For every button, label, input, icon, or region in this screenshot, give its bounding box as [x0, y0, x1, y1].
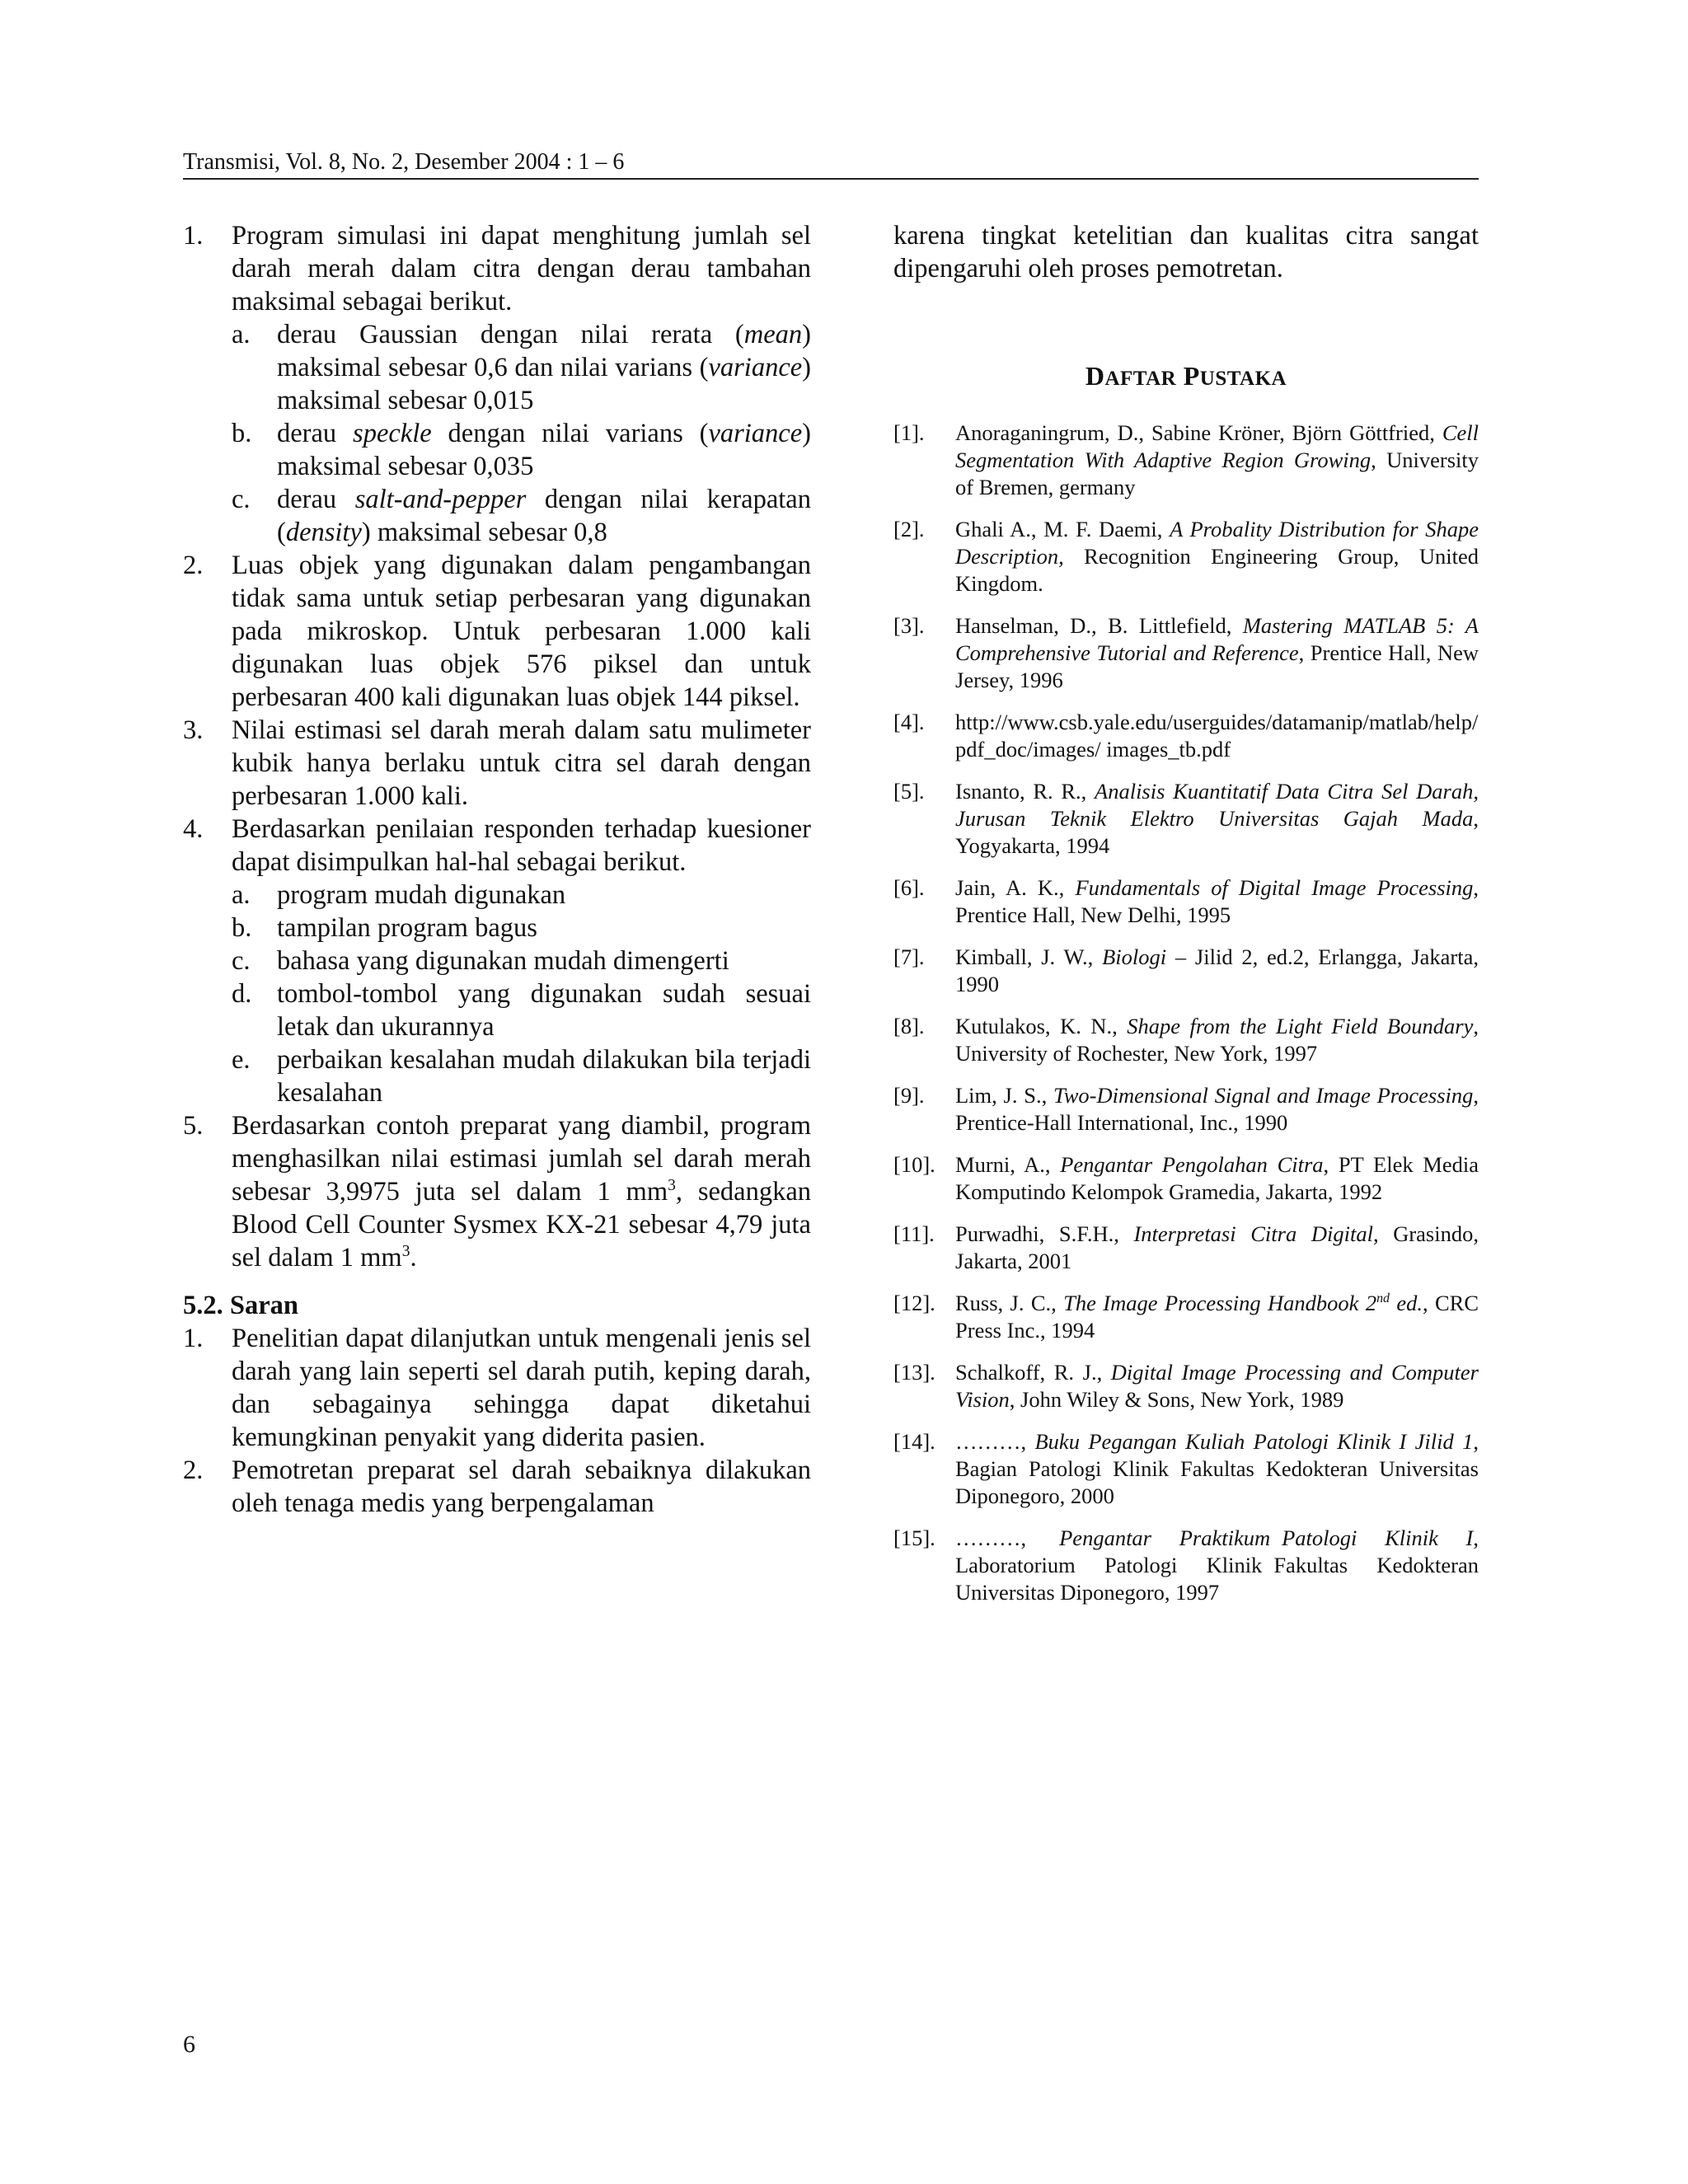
sub-list	[232, 318, 811, 549]
sub-text: perbaikan kesalahan mudah dilakukan bila terjadi kesalahan	[277, 1045, 811, 1108]
item-number: 5.	[183, 1111, 204, 1141]
sub-list-item	[232, 483, 811, 549]
sub-list-item	[232, 318, 811, 417]
reference-text: Anoraganingrum, D., Sabine Kröner, Björn Göttfried,	[955, 420, 1442, 445]
reference-number: [6].	[893, 875, 925, 900]
reference-item	[893, 1013, 1479, 1067]
section-heading-saran: 5.2. Saran	[183, 1291, 298, 1320]
reference-text: Kutulakos, K. N.,	[955, 1014, 1128, 1038]
item-number: 2.	[183, 1455, 204, 1485]
reference-text: ………,	[955, 1429, 1035, 1454]
sub-letter: d.	[232, 979, 252, 1009]
reference-title: Analisis Kuantitatif Data Citra Sel Darah, Jurusan Teknik Elektro Universitas Gajah Mada	[955, 779, 1479, 831]
item-text: Pemotretan preparat sel darah sebaiknya dilakukan oleh tenaga medis yang berpengalaman	[232, 1455, 811, 1518]
item-text: .	[410, 1243, 417, 1272]
reference-title: Buku Pegangan Kuliah Patologi Klinik I Jilid 1	[1034, 1429, 1474, 1454]
sub-list-item	[232, 417, 811, 483]
sub-text: derau Gaussian dengan nilai rerata (	[277, 320, 744, 349]
italic-term: mean	[743, 320, 803, 349]
sub-text: ) maksimal sebesar 0,6 dan nilai varians (	[277, 320, 811, 382]
sub-text: tombol-tombol yang digunakan sudah sesuai letak dan ukurannya	[277, 979, 811, 1042]
reference-title: ed.	[1389, 1291, 1423, 1315]
reference-text: – Jilid 2, ed.2, Erlangga, Jakarta, 1990	[955, 944, 1479, 996]
heading-letter: P	[1183, 361, 1200, 391]
sub-letter: c.	[232, 485, 251, 514]
sub-letter: c.	[232, 946, 251, 976]
sub-text: ) maksimal sebesar 0,015	[277, 353, 811, 415]
italic-term: speckle	[353, 419, 432, 448]
reference-text: , PT Elek Media Komputindo Kelompok Gramedia, Jakarta, 1992	[955, 1152, 1479, 1204]
list-item	[183, 219, 811, 549]
reference-item	[893, 1428, 1479, 1510]
reference-title: Fundamentals of Digital Image Processing	[1075, 875, 1474, 900]
reference-number: [4].	[893, 710, 925, 734]
reference-item	[893, 516, 1479, 598]
reference-item	[893, 874, 1479, 929]
reference-text: ………,	[955, 1526, 1027, 1550]
saran-list	[183, 1322, 811, 1520]
sub-text: dengan nilai varians (	[431, 419, 709, 448]
sub-text: ) maksimal sebesar 0,8	[361, 518, 607, 547]
reference-title: Shape from the Light Field Boundary	[1127, 1014, 1474, 1038]
running-header: Transmisi, Vol. 8, No. 2, Desember 2004 : 1 – 6	[183, 148, 1479, 180]
reference-item	[893, 778, 1479, 860]
sub-text: dengan nilai kerapatan (	[277, 485, 811, 547]
reference-number: [15].	[893, 1526, 935, 1550]
sub-letter: e.	[232, 1045, 251, 1075]
reference-list	[893, 419, 1479, 1606]
reference-item	[893, 944, 1479, 998]
heading-letter: D	[1085, 361, 1105, 391]
reference-text: Ghali A., M. F. Daemi,	[955, 517, 1170, 541]
sub-list-item	[232, 1043, 811, 1109]
reference-text: Schalkoff, R. J.,	[955, 1360, 1111, 1385]
reference-item	[893, 419, 1479, 501]
item-text: Penelitian dapat dilanjutkan untuk mengenali jenis sel darah yang lain seperti sel darah putih, keping darah, dan sebagainya sehingga dapat diketahui kemungkinan penyakit yang diderita pasien.	[232, 1324, 811, 1452]
reference-number: [8].	[893, 1014, 925, 1038]
reference-title: Mastering MATLAB 5: A Comprehensive Tutorial and Reference	[955, 613, 1479, 665]
reference-number: [5].	[893, 779, 925, 804]
reference-title: Digital Image Processing and Computer Vision	[955, 1360, 1479, 1412]
reference-text: , University of Bremen, germany	[955, 448, 1479, 499]
sub-text: program mudah digunakan	[277, 880, 566, 910]
item-text: Berdasarkan penilaian responden terhadap kuesioner dapat disimpulkan hal-hal sebagai berikut.	[232, 814, 811, 877]
item-text: , sedangkan Blood Cell Counter Sysmex KX-21 sebesar 4,79 juta sel dalam 1 mm	[232, 1177, 811, 1272]
reference-text: , University of Rochester, New York, 1997	[955, 1014, 1479, 1066]
item-number: 1.	[183, 1324, 204, 1353]
reference-item	[893, 1082, 1479, 1137]
reference-text: , Prentice Hall, New Jersey, 1996	[955, 640, 1479, 692]
item-text: Program simulasi ini dapat menghitung jumlah sel darah merah dalam citra dengan derau tambahan maksimal sebagai berikut.	[232, 221, 811, 316]
reference-item	[893, 1221, 1479, 1275]
page-number: 6	[183, 2031, 195, 2058]
reference-title: Cell Segmentation With Adaptive Region Growing	[955, 420, 1479, 472]
reference-text: , Prentice Hall, New Delhi, 1995	[955, 875, 1479, 927]
reference-text: , John Wiley & Sons, New York, 1989	[1009, 1387, 1344, 1412]
left-column	[183, 219, 811, 1520]
reference-text: Hanselman, D., B. Littlefield,	[955, 613, 1243, 638]
reference-text: , Bagian Patologi Klinik Fakultas Kedokteran Universitas Diponegoro, 2000	[955, 1429, 1479, 1508]
reference-text: Jain, A. K.,	[955, 875, 1076, 900]
reference-url: http://www.csb.yale.edu/userguides/datamanip/matlab/help/pdf_doc/images/ images_tb.pdf	[955, 710, 1479, 762]
reference-title: A Probality Distribution for Shape Description,	[955, 517, 1479, 569]
superscript: 3	[401, 1243, 410, 1261]
references-heading	[893, 361, 1479, 391]
continuation-paragraph: karena tingkat ketelitian dan kualitas citra sangat dipengaruhi oleh proses pemotretan.	[893, 221, 1479, 284]
list-item	[183, 714, 811, 813]
right-column	[893, 219, 1479, 1621]
italic-term: variance	[708, 353, 803, 382]
reference-number: [9].	[893, 1083, 925, 1108]
reference-text: , Laboratorium Patologi Klinik	[955, 1526, 1479, 1577]
sub-text: derau	[277, 485, 355, 514]
sub-list-item	[232, 944, 811, 977]
list-item	[183, 813, 811, 1109]
reference-number: [7].	[893, 944, 925, 969]
reference-item	[893, 1525, 1479, 1606]
reference-text: Fakultas Kedokteran Universitas Diponegoro, 1997	[955, 1553, 1479, 1605]
reference-title: Biologi	[1102, 944, 1167, 969]
item-number: 2.	[183, 551, 204, 580]
reference-item	[893, 709, 1479, 763]
sub-list	[232, 879, 811, 1109]
italic-term: salt-and-pepper	[354, 485, 527, 514]
item-text: Luas objek yang digunakan dalam pengambangan tidak sama untuk setiap perbesaran yang digunakan pada mikroskop. Untuk perbesaran 1.000 kali digunakan luas objek 576 piksel dan untuk perbesaran 400 kali digunakan luas objek 144 piksel.	[232, 551, 811, 712]
reference-number: [3].	[893, 613, 925, 638]
reference-item	[893, 1290, 1479, 1344]
reference-title: The Image Processing Handbook 2	[1063, 1291, 1377, 1315]
reference-title: Interpretasi Citra Digital	[1133, 1221, 1373, 1246]
sub-text: derau	[277, 419, 354, 448]
reference-text: Lim, J. S.,	[955, 1083, 1053, 1108]
sub-letter: a.	[232, 320, 251, 349]
italic-term: density	[285, 518, 362, 547]
italic-term: variance	[708, 419, 803, 448]
reference-number: [11].	[893, 1221, 935, 1246]
reference-title: Pengantar Pengolahan Citra	[1060, 1152, 1324, 1177]
sub-text: tampilan program bagus	[277, 913, 537, 943]
reference-title: Pengantar Praktikum	[1059, 1526, 1271, 1550]
item-number: 3.	[183, 715, 204, 745]
item-number: 1.	[183, 221, 204, 251]
reference-text: , CRC Press Inc., 1994	[955, 1291, 1479, 1343]
reference-text: Recognition Engineering Group, United Kingdom.	[955, 544, 1479, 596]
reference-text: , Grasindo, Jakarta, 2001	[955, 1221, 1479, 1273]
item-text: Nilai estimasi sel darah merah dalam satu mulimeter kubik hanya berlaku untuk citra sel darah dengan perbesaran 1.000 kali.	[232, 715, 811, 811]
reference-item	[893, 1359, 1479, 1413]
item-text: Berdasarkan contoh preparat yang diambil, program menghasilkan nilai estimasi jumlah sel darah merah sebesar 3,9975 juta sel dalam 1 mm	[232, 1111, 811, 1207]
list-item	[183, 1109, 811, 1274]
sub-list-item	[232, 879, 811, 912]
reference-text: Murni, A.,	[955, 1152, 1061, 1177]
sub-list-item	[232, 977, 811, 1043]
conclusion-list	[183, 219, 811, 1274]
reference-item	[893, 1151, 1479, 1206]
reference-text: Isnanto, R. R.,	[955, 779, 1095, 804]
reference-text: Purwadhi, S.F.H.,	[955, 1221, 1134, 1246]
sub-letter: b.	[232, 419, 252, 448]
superscript: 3	[668, 1177, 676, 1195]
sub-text: ) maksimal sebesar 0,035	[277, 419, 811, 481]
heading-smallcaps: USTAKA	[1199, 368, 1287, 390]
reference-number: [10].	[893, 1152, 935, 1177]
sub-text: bahasa yang digunakan mudah dimengerti	[277, 946, 729, 976]
reference-text: Russ, J. C.,	[955, 1291, 1064, 1315]
heading-smallcaps: AFTAR	[1104, 368, 1177, 390]
item-number: 4.	[183, 814, 204, 844]
reference-number: [1].	[893, 420, 925, 445]
reference-number: [14].	[893, 1429, 935, 1454]
reference-text: , Prentice-Hall International, Inc., 1990	[955, 1083, 1479, 1135]
superscript: nd	[1376, 1291, 1390, 1306]
reference-text: Kimball, J. W.,	[955, 944, 1103, 969]
list-item	[183, 1322, 811, 1454]
reference-text: , Yogyakarta, 1994	[955, 806, 1479, 858]
reference-number: [12].	[893, 1291, 935, 1315]
sub-letter: b.	[232, 913, 252, 943]
sub-list-item	[232, 912, 811, 944]
reference-number: [13].	[893, 1360, 935, 1385]
reference-title: Patologi Klinik I	[1282, 1526, 1474, 1550]
sub-letter: a.	[232, 880, 251, 910]
list-item	[183, 1454, 811, 1520]
reference-item	[893, 612, 1479, 694]
reference-title: Two-Dimensional Signal and Image Processing	[1053, 1083, 1474, 1108]
reference-number: [2].	[893, 517, 925, 541]
list-item	[183, 549, 811, 714]
